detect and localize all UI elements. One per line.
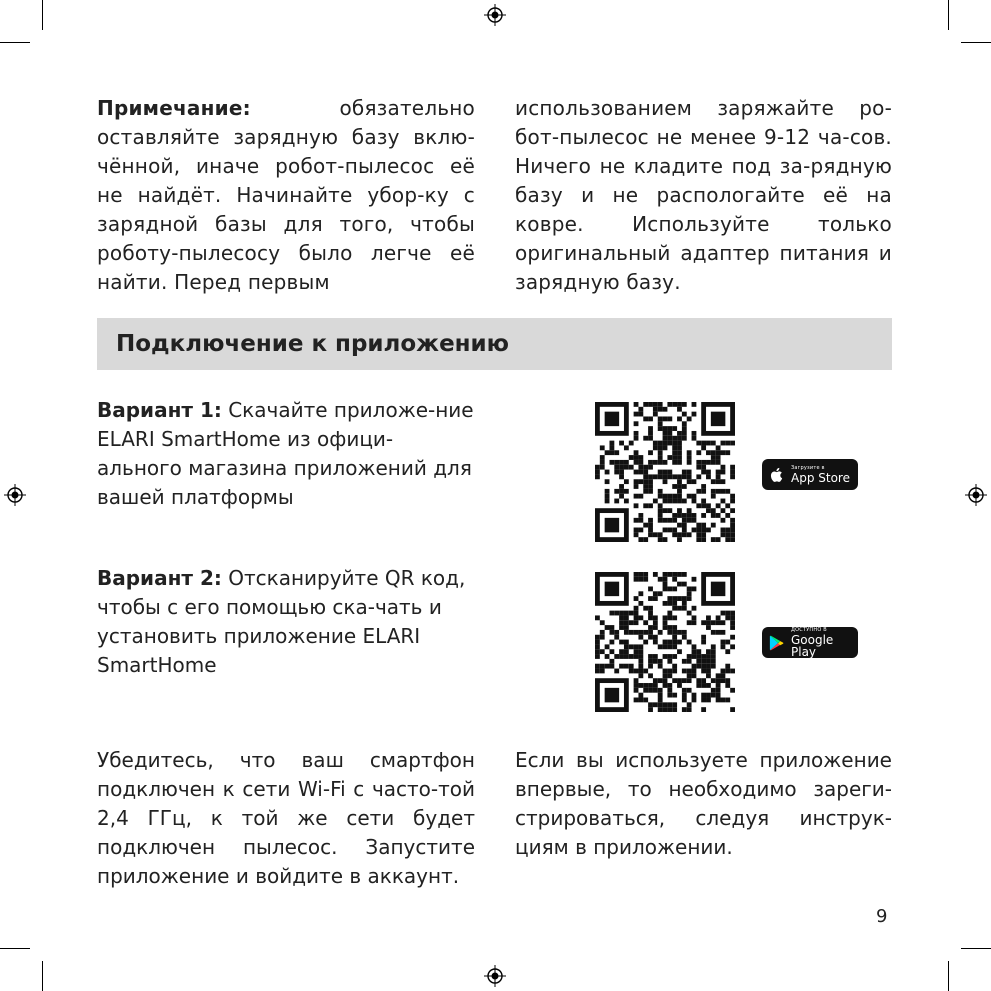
section-header bbox=[97, 318, 892, 370]
qr-code-google-play[interactable] bbox=[595, 572, 735, 712]
note-left-text: обязательно оставляйте зарядную базу вклю-чённой, иначе робот-пылесос её не найдёт. Начинайте убор-ку с зарядной базы для того, чтобы роботу-пылесосу было легче её найти. Перед первым bbox=[97, 96, 475, 294]
crop-mark-bottom-right-h bbox=[961, 948, 991, 949]
variant-2 bbox=[97, 564, 477, 680]
google-play-badge[interactable] bbox=[762, 627, 858, 658]
note-right-column bbox=[515, 94, 892, 297]
variant-1 bbox=[97, 396, 477, 512]
google-play-badge-small-text: ДОСТУПНО В bbox=[791, 626, 827, 633]
registration-mark-bottom-icon bbox=[484, 965, 506, 987]
crop-mark-top-left-v bbox=[42, 0, 43, 30]
crop-mark-bottom-left-v bbox=[42, 961, 43, 991]
registration-mark-right-icon bbox=[965, 484, 987, 506]
google-play-badge-label: Google Play bbox=[791, 632, 834, 659]
crop-mark-bottom-right-v bbox=[948, 961, 949, 991]
registration-mark-left-icon bbox=[4, 484, 26, 506]
variant-1-text: Скачайте приложе-ние ELARI SmartHome из офици-ального магазина приложений для вашей платформы bbox=[97, 398, 474, 509]
note-right-text: использованием заряжайте ро-бот-пылесос не менее 9-12 ча-сов. Ничего не кладите под за-рядную базу и не распологайте её на ковре. Используйте только оригинальный адаптер питания и зарядную базу. bbox=[515, 96, 892, 294]
note-left-column bbox=[97, 94, 475, 297]
app-store-badge-small-text: Загрузите в bbox=[791, 464, 825, 471]
bottom-left-paragraph: Убедитесь, что ваш смартфон подключен к сети Wi-Fi с часто-той 2,4 ГГц, к той же сети будет подключен пылесос. Запустите приложение и войдите в аккаунт. bbox=[97, 748, 475, 888]
variant-2-label: Вариант 2: bbox=[97, 566, 222, 590]
crop-mark-top-left-h bbox=[0, 42, 30, 43]
crop-mark-top-right-v bbox=[948, 0, 949, 30]
section-title: Подключение к приложению bbox=[116, 331, 510, 357]
variant-2-text: Отсканируйте QR код, чтобы с его помощью ска-чать и установить приложение ELARI SmartHome bbox=[97, 566, 466, 677]
crop-mark-bottom-left-h bbox=[0, 948, 30, 949]
bottom-right-paragraph: Если вы используете приложение впервые, то необходимо зареги-стрироваться, следуя инструк-циям в приложении. bbox=[515, 748, 892, 859]
page-number: 9 bbox=[876, 906, 888, 927]
app-store-badge-label: App Store bbox=[791, 470, 850, 485]
registration-mark-top-icon bbox=[484, 4, 506, 26]
apple-icon bbox=[768, 466, 786, 484]
note-label: Примечание: bbox=[97, 96, 251, 120]
google-play-icon bbox=[768, 634, 786, 652]
variant-1-label: Вариант 1: bbox=[97, 398, 222, 422]
app-store-badge[interactable] bbox=[762, 459, 858, 490]
crop-mark-top-right-h bbox=[961, 42, 991, 43]
qr-code-app-store[interactable] bbox=[595, 402, 735, 542]
